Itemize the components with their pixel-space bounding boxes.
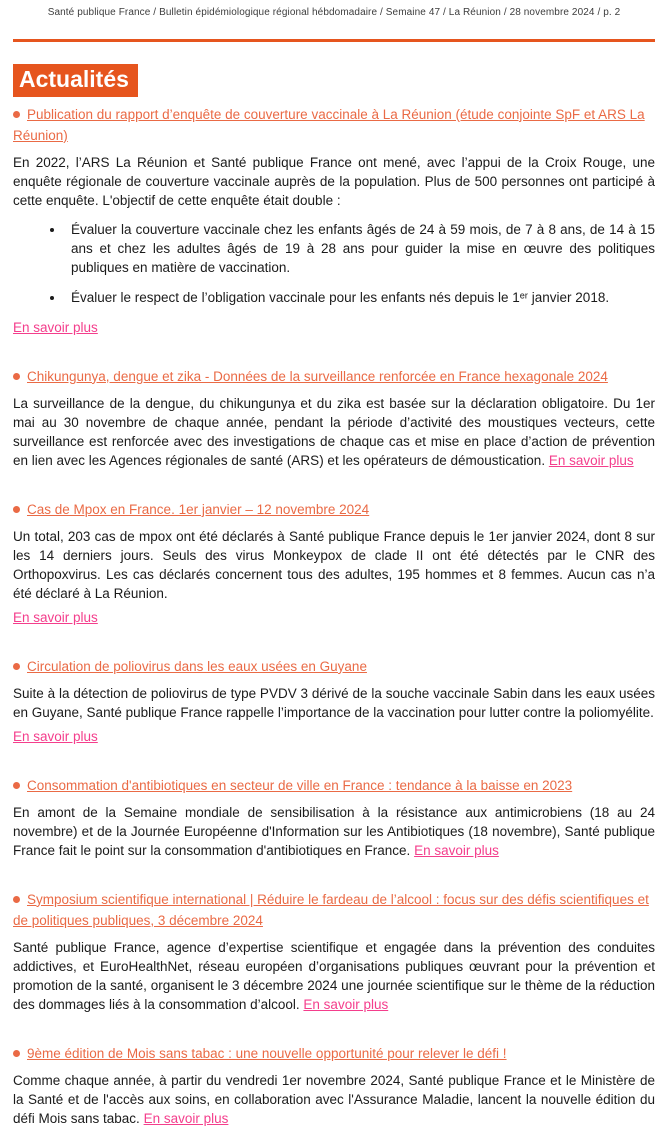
section-title xyxy=(13,499,655,520)
list-item: • Évaluer la couverture vaccinale chez les enfants âgés de 24 à 59 mois, de 7 à 8 ans, de 14 à 15 ans et chez les adultes âgés de 19 à 28 ans pour guider la mise en œuvre des politiques publiques en matière de vaccination. xyxy=(65,220,655,277)
bullet-icon xyxy=(13,782,20,789)
bullet-icon xyxy=(13,111,20,118)
read-more-link[interactable]: En savoir plus xyxy=(548,452,634,468)
section-title-link[interactable]: Symposium scientifique international | Réduire le fardeau de l’alcool : focus sur des défis scientifiques et de politiques publiques, 3 décembre 2024 xyxy=(13,891,649,928)
section-body xyxy=(13,803,655,860)
read-more-link[interactable]: En savoir plus xyxy=(13,728,98,744)
news-section-alcohol-symposium xyxy=(13,889,655,1014)
section-body-text: La surveillance de la dengue, du chikungunya et du zika est basée sur la déclaration obligatoire. Du 1er mai au 30 novembre de chaque année, pendant la période d’activité des moustiques vecteurs, cette surveillance est renforcée avec des investigations de chaque cas et mise en place d’action de prévention en lien avec les Agences régionales de santé (ARS) et les opérateurs de démoustication. xyxy=(13,395,655,468)
news-section-antibiotics xyxy=(13,775,655,860)
objectives-list xyxy=(13,220,655,307)
section-title-link[interactable]: Consommation d'antibiotiques en secteur de ville en France : tendance à la baisse en 2023 xyxy=(27,777,573,793)
section-body xyxy=(13,938,655,1014)
section-body xyxy=(13,1071,655,1128)
breadcrumb: Santé publique France / Bulletin épidémiologique régional hébdomadaire / Semaine 47 / La Réunion / 28 novembre 2024 / p. 2 xyxy=(47,7,621,18)
read-more-link[interactable]: En savoir plus xyxy=(143,1110,229,1126)
section-body: Suite à la détection de poliovirus de type PVDV 3 dérivé de la souche vaccinale Sabin dans les eaux usées en Guyane, Santé publique France rappelle l’importance de la vaccination pour lutter contre la poliomyélite. xyxy=(13,685,655,720)
read-more-link[interactable]: En savoir plus xyxy=(303,996,389,1012)
section-title xyxy=(13,889,655,931)
news-section-arboviruses xyxy=(13,366,655,470)
section-title xyxy=(13,366,655,387)
news-section-mpox xyxy=(13,499,655,627)
bullet-icon xyxy=(13,896,20,903)
list-item: • Évaluer le respect de l’obligation vaccinale pour les enfants nés depuis le 1ᵉʳ janvier 2018. xyxy=(65,288,655,307)
section-title-link[interactable]: 9ème édition de Mois sans tabac : une nouvelle opportunité pour relever le défi ! xyxy=(27,1045,507,1061)
section-title xyxy=(13,104,655,146)
section-body: En 2022, l’ARS La Réunion et Santé publique France ont mené, avec l’appui de la Croix Rouge, une enquête régionale de couverture vaccinale auprès de la population. Plus de 500 personnes ont participé à cette enquête. L'objectif de cette enquête était double : xyxy=(13,154,655,208)
section-body xyxy=(13,394,655,470)
section-title-link[interactable]: Cas de Mpox en France. 1er janvier – 12 novembre 2024 xyxy=(27,501,370,517)
bullet-icon xyxy=(13,506,20,513)
bullet-icon xyxy=(13,373,20,380)
section-title-link[interactable]: Publication du rapport d’enquête de couverture vaccinale à La Réunion (étude conjointe SpF et ARS La Réunion) xyxy=(13,106,645,143)
bullet-icon xyxy=(13,663,20,670)
news-section-mois-sans-tabac xyxy=(13,1043,655,1128)
read-more-link[interactable]: En savoir plus xyxy=(13,609,98,625)
section-title-link[interactable]: Circulation de poliovirus dans les eaux usées en Guyane xyxy=(27,658,367,674)
read-more-link[interactable]: En savoir plus xyxy=(13,319,98,335)
news-section-poliovirus xyxy=(13,656,655,746)
bullet-icon xyxy=(13,1050,20,1057)
section-body-text: Santé publique France, agence d’expertise scientifique et engagée dans la prévention des conduites addictives, et EuroHealthNet, réseau européen d’organisations publiques œuvrant pour la prévention et promotion de la santé, organisent le 3 décembre 2024 une journée scientifique sur le thème de la réduction des dommages liés à la consommation d’alcool. xyxy=(13,939,655,1012)
section-body-text: Comme chaque année, à partir du vendredi 1er novembre 2024, Santé publique France et le Ministère de la Santé et de l'accès aux soins, en collaboration avec l'Assurance Maladie, lancent la nouvelle édition du défi Mois sans tabac. xyxy=(13,1072,655,1126)
header-divider xyxy=(13,39,655,42)
section-title-link[interactable]: Chikungunya, dengue et zika - Données de la surveillance renforcée en France hexagonale 2024 xyxy=(27,368,608,384)
page-title: Actualités xyxy=(13,64,138,97)
section-title xyxy=(13,656,655,677)
news-section-vaccination-survey xyxy=(13,104,655,337)
section-body: Un total, 203 cas de mpox ont été déclarés à Santé publique France depuis le 1er janvier 2024, dont 8 sur les 14 derniers jours. Seuls des virus Monkeypox de clade II ont été détectés par le CNR des Orthopoxvirus. Les cas déclarés concernent tous des adultes, 195 hommes et 8 femmes. Aucun cas n’a été déclaré à La Réunion. xyxy=(13,528,655,601)
section-title xyxy=(13,775,655,796)
section-body-text: En amont de la Semaine mondiale de sensibilisation à la résistance aux antimicrobiens (18 au 24 novembre) et de la Journée Européenne d'Information sur les Antibiotiques (18 novembre), Santé publique France fait le point sur la consommation d'antibiotiques en France. xyxy=(13,804,655,858)
section-title xyxy=(13,1043,655,1064)
read-more-link[interactable]: En savoir plus xyxy=(414,842,499,858)
